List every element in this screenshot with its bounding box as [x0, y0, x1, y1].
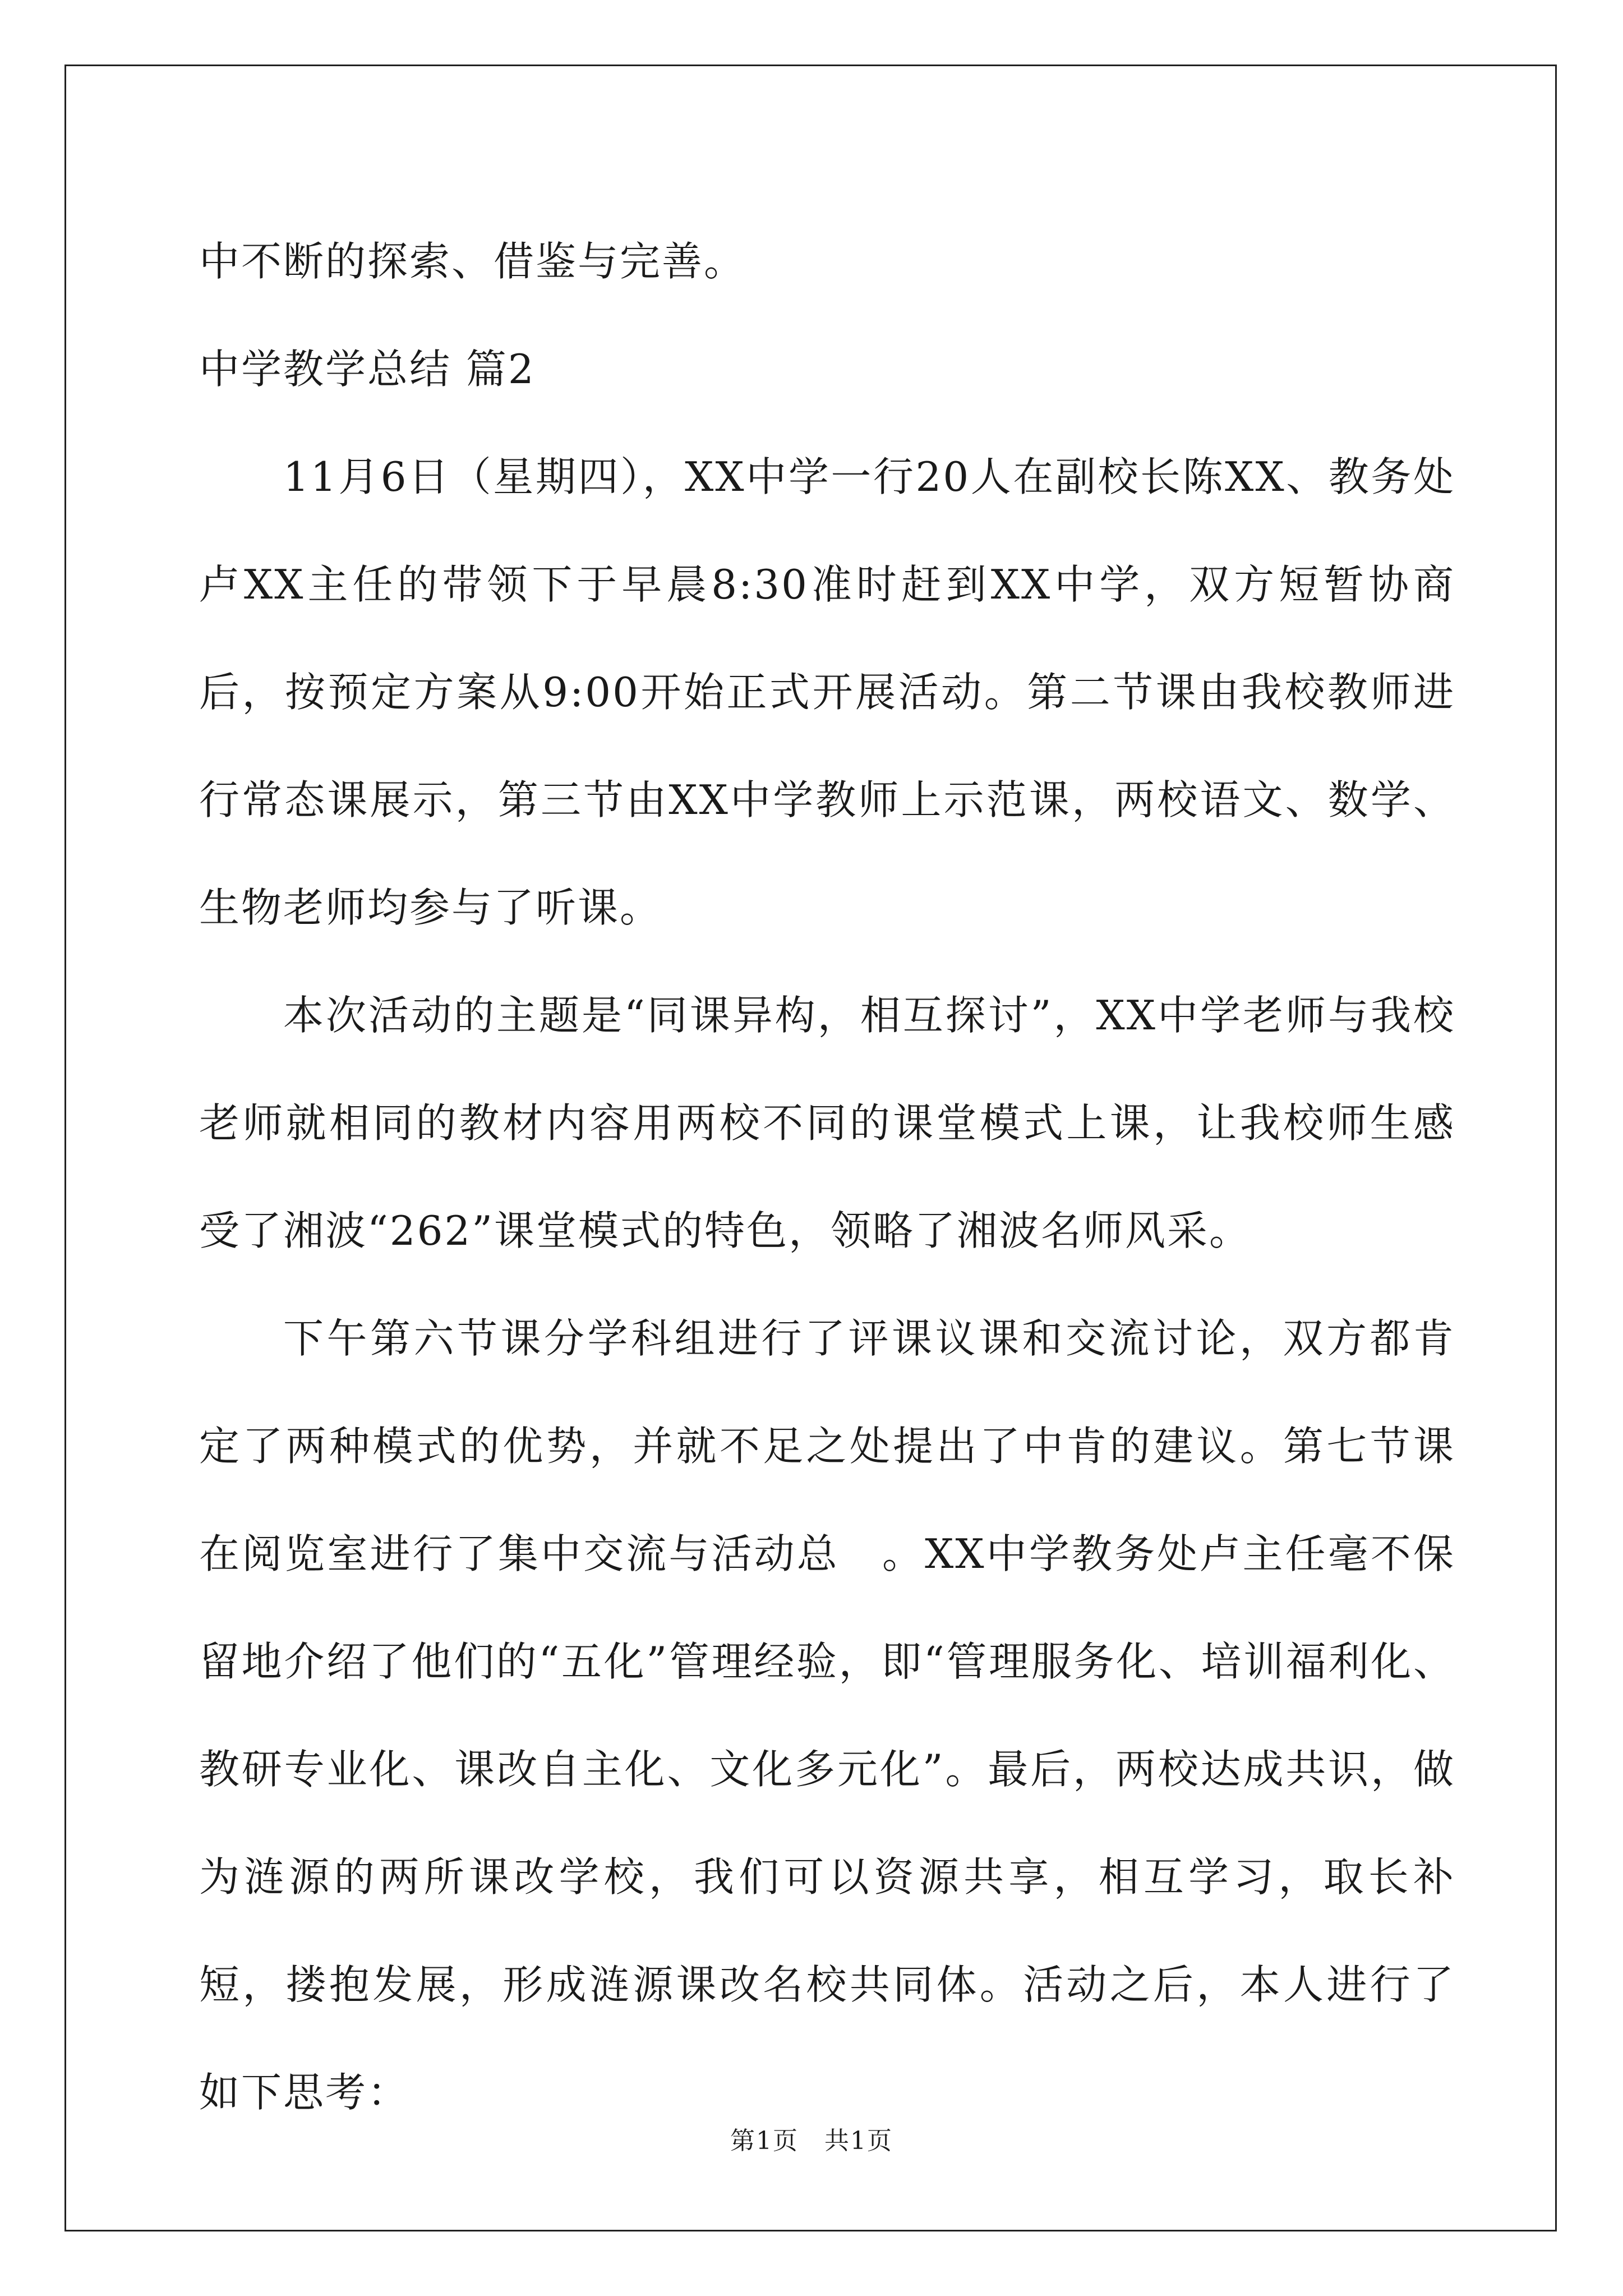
paragraph-2: 本次活动的主题是“同课异构，相互探讨”，XX中学老师与我校老师就相同的教材内容用两校不同的课堂模式上课，让我校师生感受了湘波“262”课堂模式的特色，领略了湘波名师风采。: [199, 992, 1455, 1254]
document-body: [199, 208, 1455, 2200]
paragraph-3: 下午第六节课分学科组进行了评课议课和交流讨论，双方都肯定了两种模式的优势，并就不足之处提出了中肯的建议。第七节课在阅览室进行了集中交流与活动总 。XX中学教务处卢主任毫不保留地介绍了他们的“五化”管理经验，即“管理服务化、培训福利化、教研专业化、课改自主化、文化多元化”。最后，两校达成共识，做为涟源的两所课改学校，我们可以资源共享，相互学习，取长补短，搂抱发展，形成涟源课改名校共同体。活动之后，本人进行了如下思考：: [199, 1315, 1455, 2116]
continuation-text: 中不断的探索、借鉴与完善。: [199, 238, 746, 285]
section-heading: 中学教学总结 篇2: [199, 346, 536, 393]
paragraph-1: 11月6日（星期四），XX中学一行20人在副校长陈XX、教务处卢XX主任的带领下于早晨8:30准时赶到XX中学，双方短暂协商后，按预定方案从9:00开始正式开展活动。第二节课由我校教师进行常态课展示，第三节由XX中学教师上示范课，两校语文、数学、生物老师均参与了听课。: [199, 453, 1455, 931]
page-footer: 第1页 共1页: [730, 2127, 893, 2155]
